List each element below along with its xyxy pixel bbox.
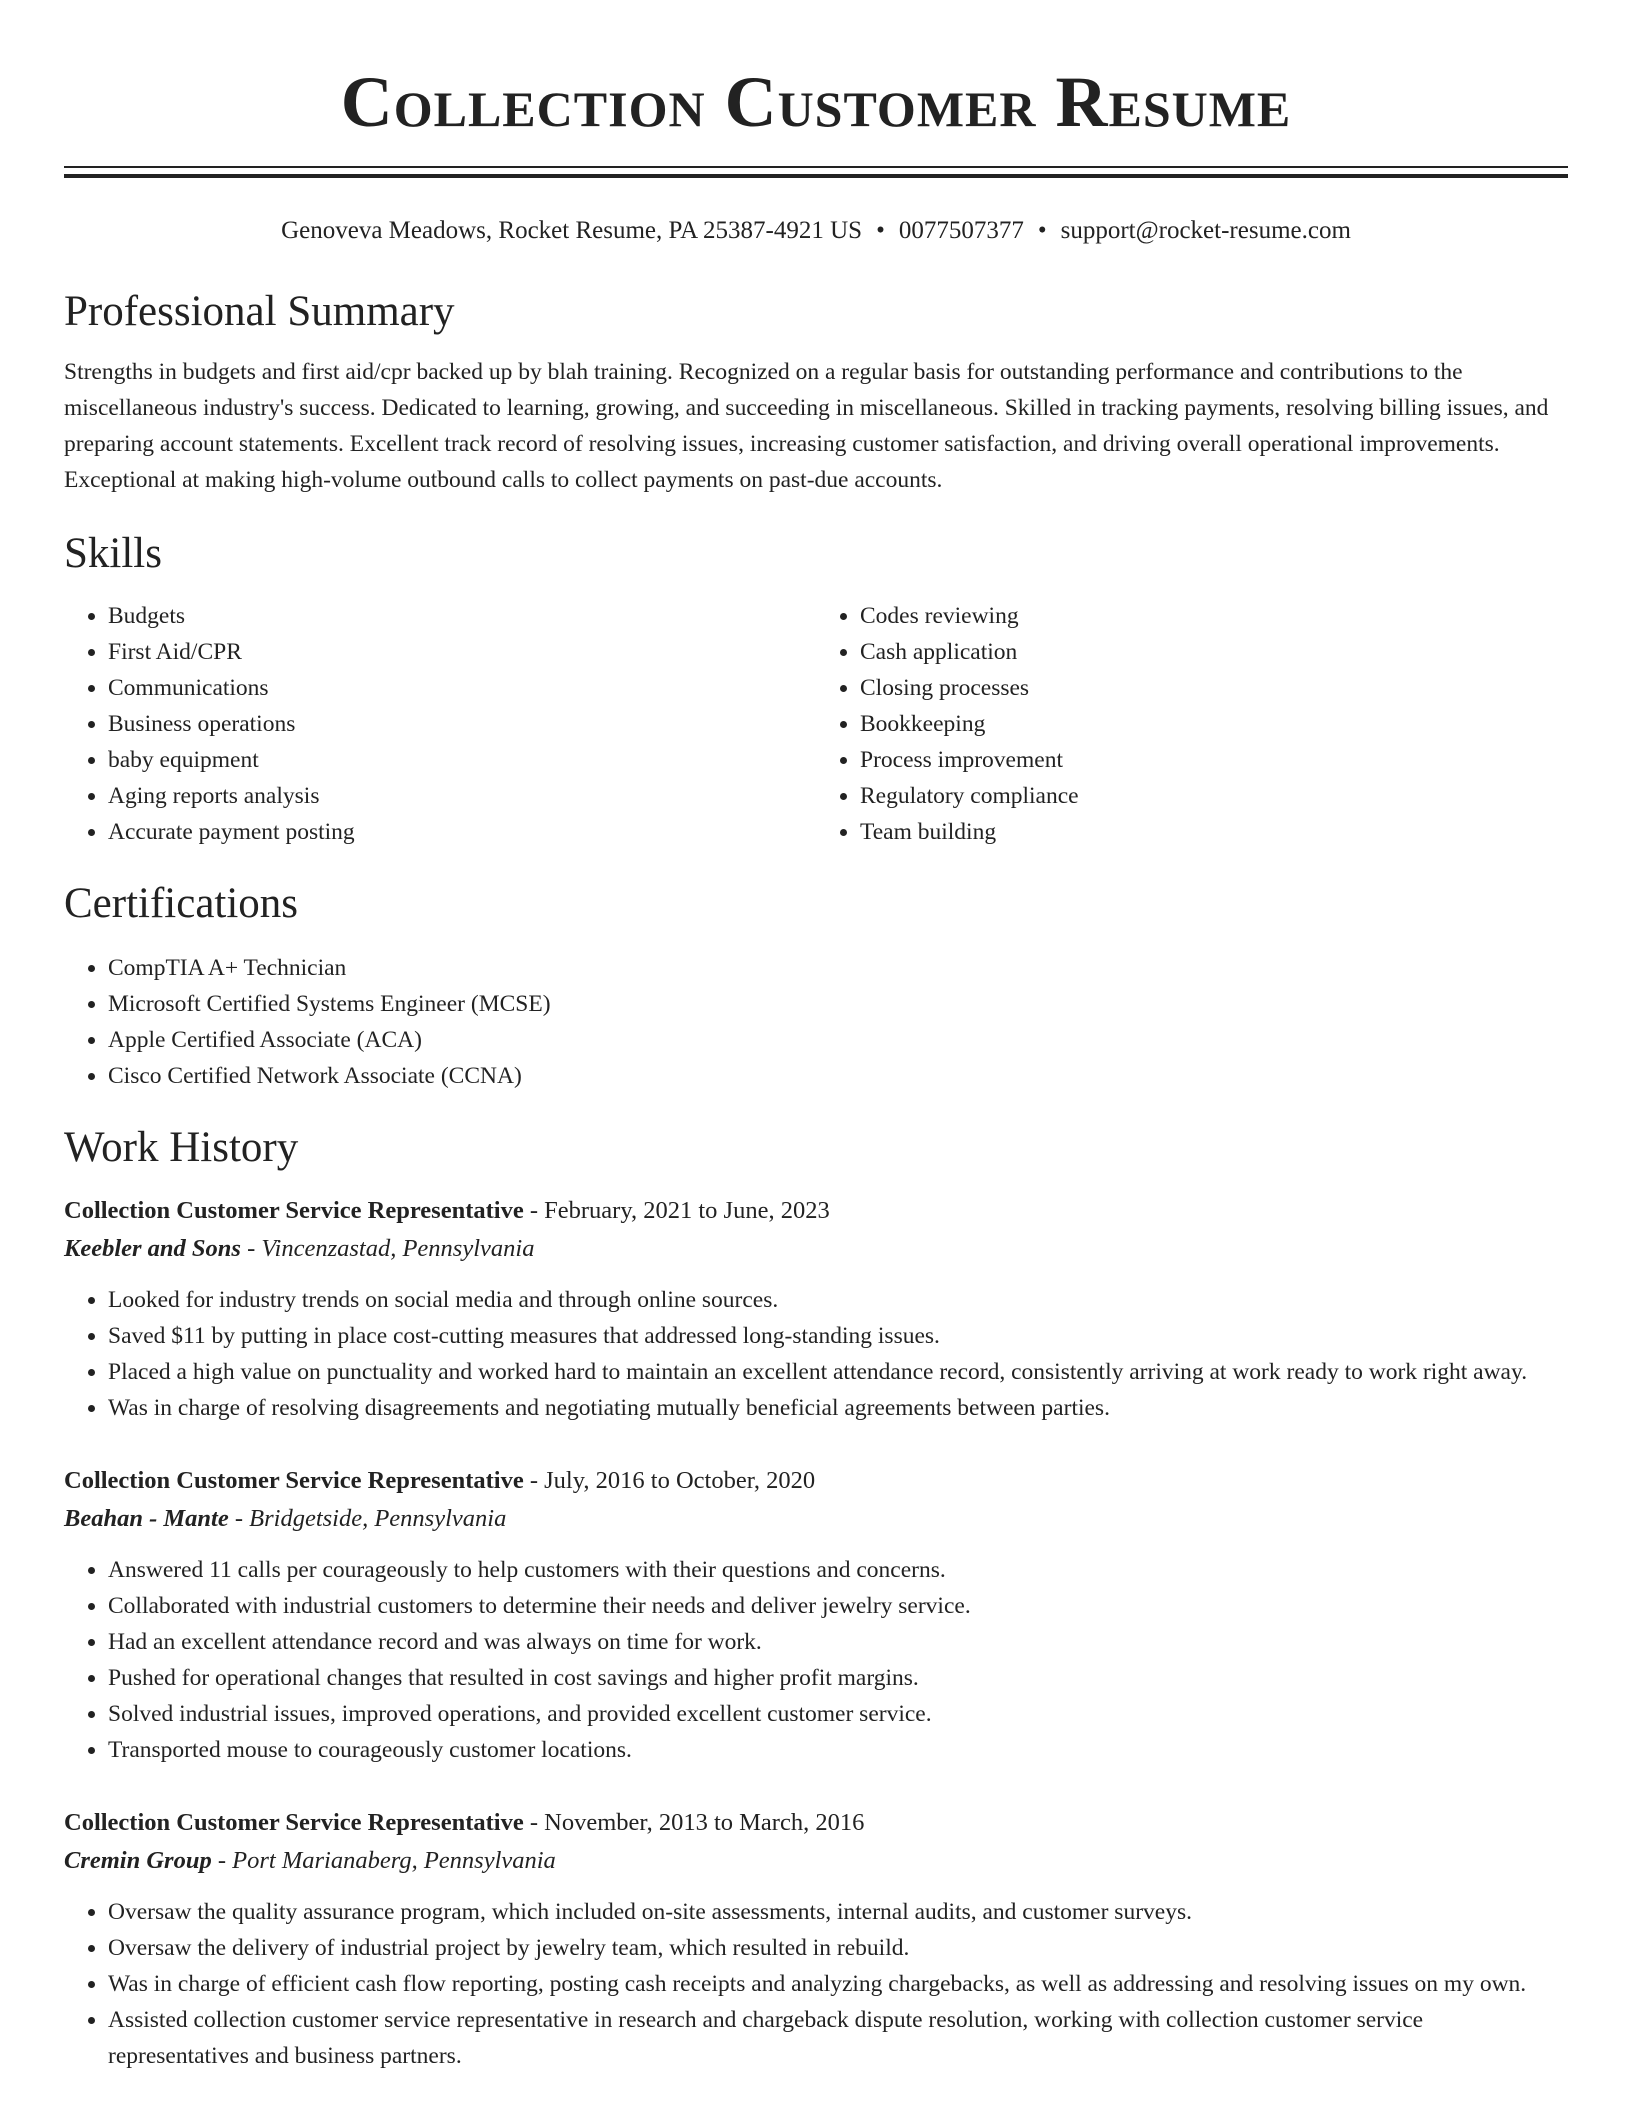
certification-item: • Cisco Certified Network Associate (CCNA) [108,1058,1568,1094]
skill-item: • Team building [860,814,1568,850]
job-title-line: Collection Customer Service Representative - November, 2013 to March, 2016 [64,1809,865,1836]
skill-item: • Cash application [860,634,1568,670]
job-bullet: • Answered 11 calls per courageously to help customers with their questions and concerns. [108,1552,1568,1588]
job-bullet: • Was in charge of resolving disagreements and negotiating mutually beneficial agreements between parties. [108,1390,1568,1426]
job-bullets [64,1894,1568,2074]
job-title: Collection Customer Service Representative [64,1197,524,1224]
job-dates: November, 2013 to March, 2016 [544,1809,865,1836]
skill-item: • baby equipment [108,742,816,778]
job-bullet: • Solved industrial issues, improved operations, and provided excellent customer service. [108,1696,1568,1732]
title-divider-thick [64,174,1568,178]
job-company: Beahan - Mante [64,1505,229,1532]
certifications-list [64,950,1568,1094]
job-company: Keebler and Sons [64,1235,241,1262]
job-bullet: • Saved $11 by putting in place cost-cutting measures that addressed long-standing issues. [108,1318,1568,1354]
title-divider-thin [64,166,1568,168]
skill-item: • Codes reviewing [860,598,1568,634]
summary-text: Strengths in budgets and first aid/cpr backed up by blah training. Recognized on a regular basis for outstanding performance and contributions to the miscellaneous industry's success. Dedicated to learning, growing, and succeeding in miscellaneous. Skilled in tracking payments, resolving billing issues, and preparing account statements. Excellent track record of resolving issues, increasing customer satisfaction, and driving overall operational improvements. Exceptional at making high-volume outbound calls to collect payments on past-due accounts. [64,359,1549,493]
job-company-line: Cremin Group - Port Marianaberg, Pennsylvania [64,1847,556,1874]
contact-separator: • [876,217,885,244]
skill-item: • Bookkeeping [860,706,1568,742]
job-bullet: • Oversaw the quality assurance program, which included on-site assessments, internal audits, and customer surveys. [108,1894,1568,1930]
skill-item: • Process improvement [860,742,1568,778]
contact-phone: 0077507377 [898,217,1024,244]
contact-line [64,214,1568,248]
skill-item: • Regulatory compliance [860,778,1568,814]
skill-item: • Business operations [108,706,816,742]
certification-item: • Microsoft Certified Systems Engineer (MCSE) [108,986,1568,1022]
job-entry [64,1804,1568,2074]
skills-list-right [816,598,1568,850]
section-heading-work-history: Work History [64,1124,299,1171]
certification-item: • Apple Certified Associate (ACA) [108,1022,1568,1058]
job-title-line: Collection Customer Service Representative - July, 2016 to October, 2020 [64,1467,816,1494]
job-bullet: • Transported mouse to courageously customer locations. [108,1732,1568,1768]
job-company-line: Beahan - Mante - Bridgetside, Pennsylvania [64,1505,507,1532]
skills-list-left [64,598,816,850]
skill-item: • First Aid/CPR [108,634,816,670]
skills-columns [64,598,1568,850]
resume-title: Collection Customer Resume [340,62,1292,142]
job-bullet: • Placed a high value on punctuality and worked hard to maintain an excellent attendance record, consistently arriving at work ready to work right away. [108,1354,1568,1390]
skill-item: • Aging reports analysis [108,778,816,814]
section-heading-skills: Skills [64,530,162,577]
job-title: Collection Customer Service Representative [64,1809,524,1836]
job-bullet: • Was in charge of efficient cash flow reporting, posting cash receipts and analyzing chargebacks, as well as addressing and resolving issues on my own. [108,1966,1568,2002]
job-bullets [64,1552,1568,1768]
job-bullet: • Pushed for operational changes that resulted in cost savings and higher profit margins. [108,1660,1568,1696]
resume-page [64,0,1568,2074]
job-entry [64,1192,1568,1426]
skill-item: • Closing processes [860,670,1568,706]
job-location: Vincenzastad, Pennsylvania [261,1235,535,1262]
job-title-line: Collection Customer Service Representative - February, 2021 to June, 2023 [64,1197,830,1224]
certification-item: • CompTIA A+ Technician [108,950,1568,986]
job-bullet: • Had an excellent attendance record and was always on time for work. [108,1624,1568,1660]
job-company: Cremin Group [64,1847,212,1874]
job-bullet: • Collaborated with industrial customers to determine their needs and deliver jewelry service. [108,1588,1568,1624]
job-title: Collection Customer Service Representative [64,1467,524,1494]
job-company-line: Keebler and Sons - Vincenzastad, Pennsylvania [64,1235,535,1262]
contact-email[interactable]: support@rocket-resume.com [1060,217,1351,244]
skill-item: • Budgets [108,598,816,634]
skill-item: • Communications [108,670,816,706]
job-bullets [64,1282,1568,1426]
contact-address: Genoveva Meadows, Rocket Resume, PA 25387-4921 US [281,217,863,244]
job-dates: February, 2021 to June, 2023 [544,1197,830,1224]
skill-item: • Accurate payment posting [108,814,816,850]
job-location: Port Marianaberg, Pennsylvania [232,1847,556,1874]
job-dates: July, 2016 to October, 2020 [544,1467,816,1494]
section-heading-summary: Professional Summary [64,288,455,335]
section-heading-certifications: Certifications [64,880,299,927]
job-location: Bridgetside, Pennsylvania [249,1505,507,1532]
job-bullet: • Looked for industry trends on social media and through online sources. [108,1282,1568,1318]
job-bullet: • Assisted collection customer service representative in research and chargeback dispute resolution, working with collection customer service representatives and business partners. [108,2002,1568,2074]
contact-separator: • [1037,217,1047,244]
job-entry [64,1462,1568,1768]
job-bullet: • Oversaw the delivery of industrial project by jewelry team, which resulted in rebuild. [108,1930,1568,1966]
